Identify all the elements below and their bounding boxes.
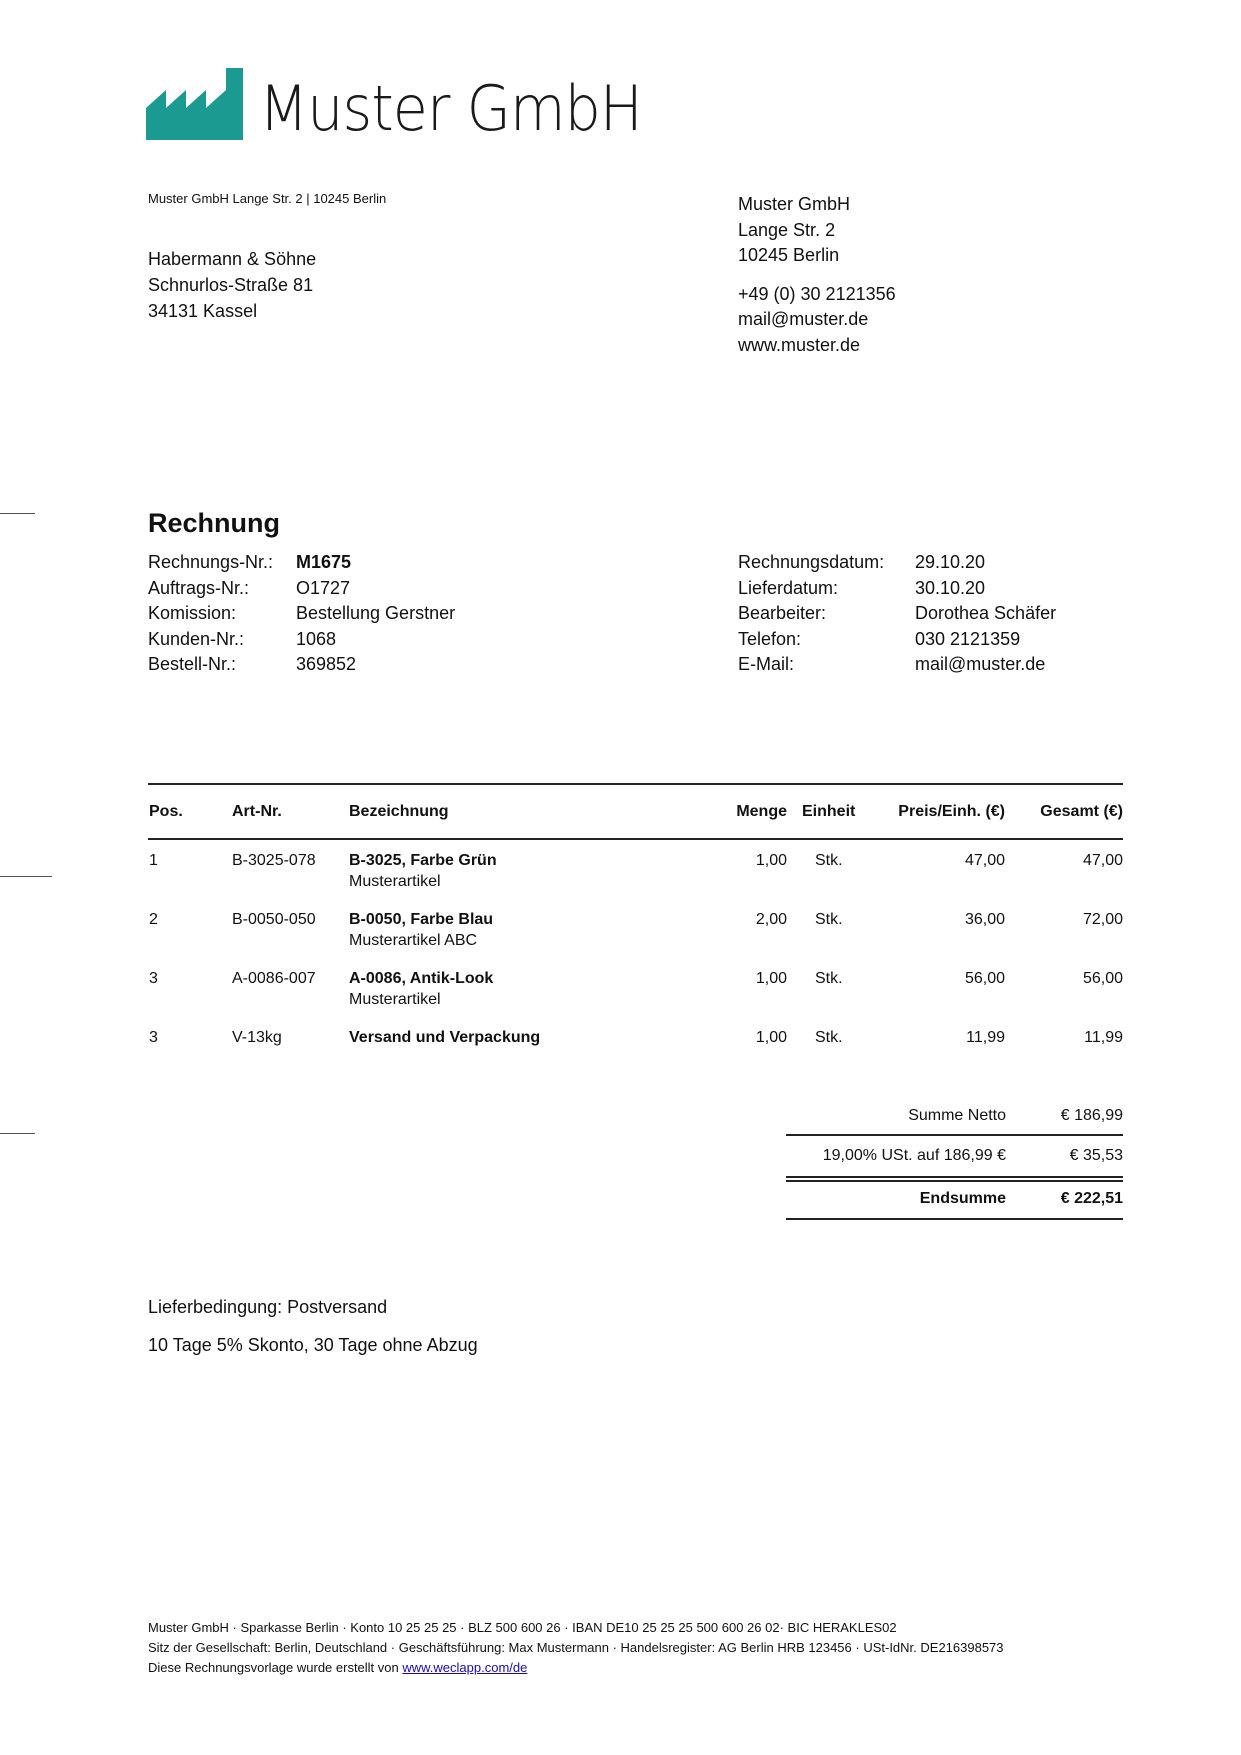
clerk-phone: 030 2121359 [915,628,1021,649]
cell-pos: 3 [149,970,158,987]
meta-label: E-Mail: [738,654,795,674]
cell-unit: Stk. [815,852,843,869]
cell-quantity: 1,00 [755,852,787,869]
fold-mark-bottom [0,1133,35,1134]
meta-row-delivery-date [738,576,1056,602]
invoice-number: M1675 [296,552,352,572]
meta-row-commission [148,601,455,627]
sender-return-address: Muster GmbH Lange Str. 2 | 10245 Berlin [148,191,387,206]
table-top-rule [148,783,1123,785]
header-pos: Pos. [149,803,183,820]
cell-pos: 3 [149,1029,158,1046]
cell-unit-price: 47,00 [964,852,1005,869]
meta-label: Kunden-Nr.: [148,628,245,649]
header-description: Bezeichnung [349,803,449,820]
delivery-date: 30.10.20 [915,577,986,598]
header-art-nr: Art-Nr. [232,803,282,820]
meta-row-order-number [148,576,455,602]
company-phone: +49 (0) 30 2121356 [738,283,896,304]
cell-subtitle: Musterartikel [349,991,441,1008]
meta-label: Komission: [148,603,237,623]
footer [148,1618,1004,1678]
totals-bottom-rule [786,1218,1123,1220]
commission: Bestellung Gerstner [296,603,456,623]
cell-pos: 1 [149,852,158,869]
cell-unit: Stk. [815,911,843,928]
header-total: Gesamt (€) [1040,803,1123,820]
net-total-value: € 186,99 [1060,1107,1123,1124]
cell-unit-price: 56,00 [964,970,1005,987]
meta-label: Rechnungs-Nr.: [148,552,274,572]
cell-unit: Stk. [815,970,843,987]
clerk-email: mail@muster.de [915,654,1046,674]
totals-double-rule-top [786,1176,1123,1178]
cell-art-nr: V-13kg [232,1029,282,1046]
order-number: O1727 [296,577,351,598]
cell-art-nr: B-0050-050 [232,911,316,928]
cell-title: A-0086, Antik-Look [349,970,494,987]
meta-row-invoice-number [148,550,455,576]
company-street: Lange Str. 2 [738,219,836,240]
cell-quantity: 1,00 [755,970,787,987]
meta-row-phone [738,627,1056,653]
invoice-meta-left [148,550,455,678]
meta-row-purchase-order [148,652,455,678]
footer-credit [148,1658,1004,1678]
cell-unit-price: 11,99 [966,1029,1005,1046]
invoice-meta-right [738,550,1056,678]
recipient-address [148,246,316,324]
cell-subtitle: Musterartikel [349,873,441,890]
header-quantity: Menge [736,803,787,820]
cell-subtitle: Musterartikel ABC [349,932,478,949]
document-title: Rechnung [148,508,280,538]
meta-row-invoice-date [738,550,1056,576]
meta-row-clerk [738,601,1056,627]
header-unit: Einheit [802,803,856,820]
net-total-label: Summe Netto [908,1107,1006,1124]
footer-company-details: Sitz der Gesellschaft: Berlin, Deutschland · Geschäftsführung: Max Mustermann · Handelsregister: AG Berlin HRB 123456 · USt-IdNr. DE216398573 [148,1640,1004,1655]
header-unit-price: Preis/Einh. (€) [898,803,1005,820]
fold-mark-top [0,513,35,514]
delivery-terms: Lieferbedingung: Postversand [148,1297,388,1317]
totals-rule [786,1134,1123,1136]
customer-number: 1068 [296,628,337,649]
cell-title: B-0050, Farbe Blau [349,911,494,928]
purchase-order-number: 369852 [296,654,357,674]
cell-unit-price: 36,00 [964,911,1005,928]
cell-total: 47,00 [1082,852,1123,869]
cell-pos: 2 [149,911,158,928]
totals-double-rule-bottom [786,1180,1123,1182]
recipient-city: 34131 Kassel [148,301,258,321]
meta-label: Bestell-Nr.: [148,654,237,674]
recipient-name: Habermann & Söhne [148,249,317,269]
table-header-rule [148,838,1123,840]
cell-total: 56,00 [1082,970,1123,987]
meta-label: Bearbeiter: [738,603,827,623]
punch-mark [0,876,52,877]
company-name: Muster GmbH [738,194,851,214]
cell-quantity: 2,00 [755,911,787,928]
cell-art-nr: B-3025-078 [232,852,316,869]
footer-credit-text: Diese Rechnungsvorlage wurde erstellt von [148,1660,403,1675]
meta-row-email [738,652,1056,678]
cell-title: B-3025, Farbe Grün [349,852,497,869]
invoice-date: 29.10.20 [915,552,986,572]
factory-icon [146,68,243,140]
company-address [738,192,896,358]
cell-total: 11,99 [1084,1029,1123,1046]
vat-label: 19,00% USt. auf 186,99 € [822,1147,1006,1164]
clerk: Dorothea Schäfer [915,603,1057,623]
footer-bank-details: Muster GmbH · Sparkasse Berlin · Konto 10 25 25 25 · BLZ 500 600 26 · IBAN DE10 25 25 25 500 600 26 02· BIC HERAKLES02 [148,1620,897,1635]
recipient-street: Schnurlos-Straße 81 [148,275,314,295]
company-email: mail@muster.de [738,309,869,329]
meta-label: Telefon: [738,628,802,649]
meta-row-customer-number [148,627,455,653]
grand-total-value: € 222,51 [1060,1190,1123,1207]
meta-label: Rechnungsdatum: [738,552,885,572]
cell-art-nr: A-0086-007 [232,970,316,987]
cell-quantity: 1,00 [755,1029,787,1046]
meta-label: Auftrags-Nr.: [148,577,250,598]
cell-title: Versand und Verpackung [349,1029,541,1046]
cell-unit: Stk. [815,1029,843,1046]
weclapp-link[interactable]: www.weclapp.com/de [402,1660,528,1675]
company-web: www.muster.de [738,334,861,355]
logo-text: Muster GmbH [259,72,642,145]
payment-terms: 10 Tage 5% Skonto, 30 Tage ohne Abzug [148,1335,478,1355]
grand-total-label: Endsumme [919,1190,1006,1207]
cell-total: 72,00 [1082,911,1123,928]
meta-label: Lieferdatum: [738,577,839,598]
vat-value: € 35,53 [1069,1147,1123,1164]
company-city: 10245 Berlin [738,245,840,265]
